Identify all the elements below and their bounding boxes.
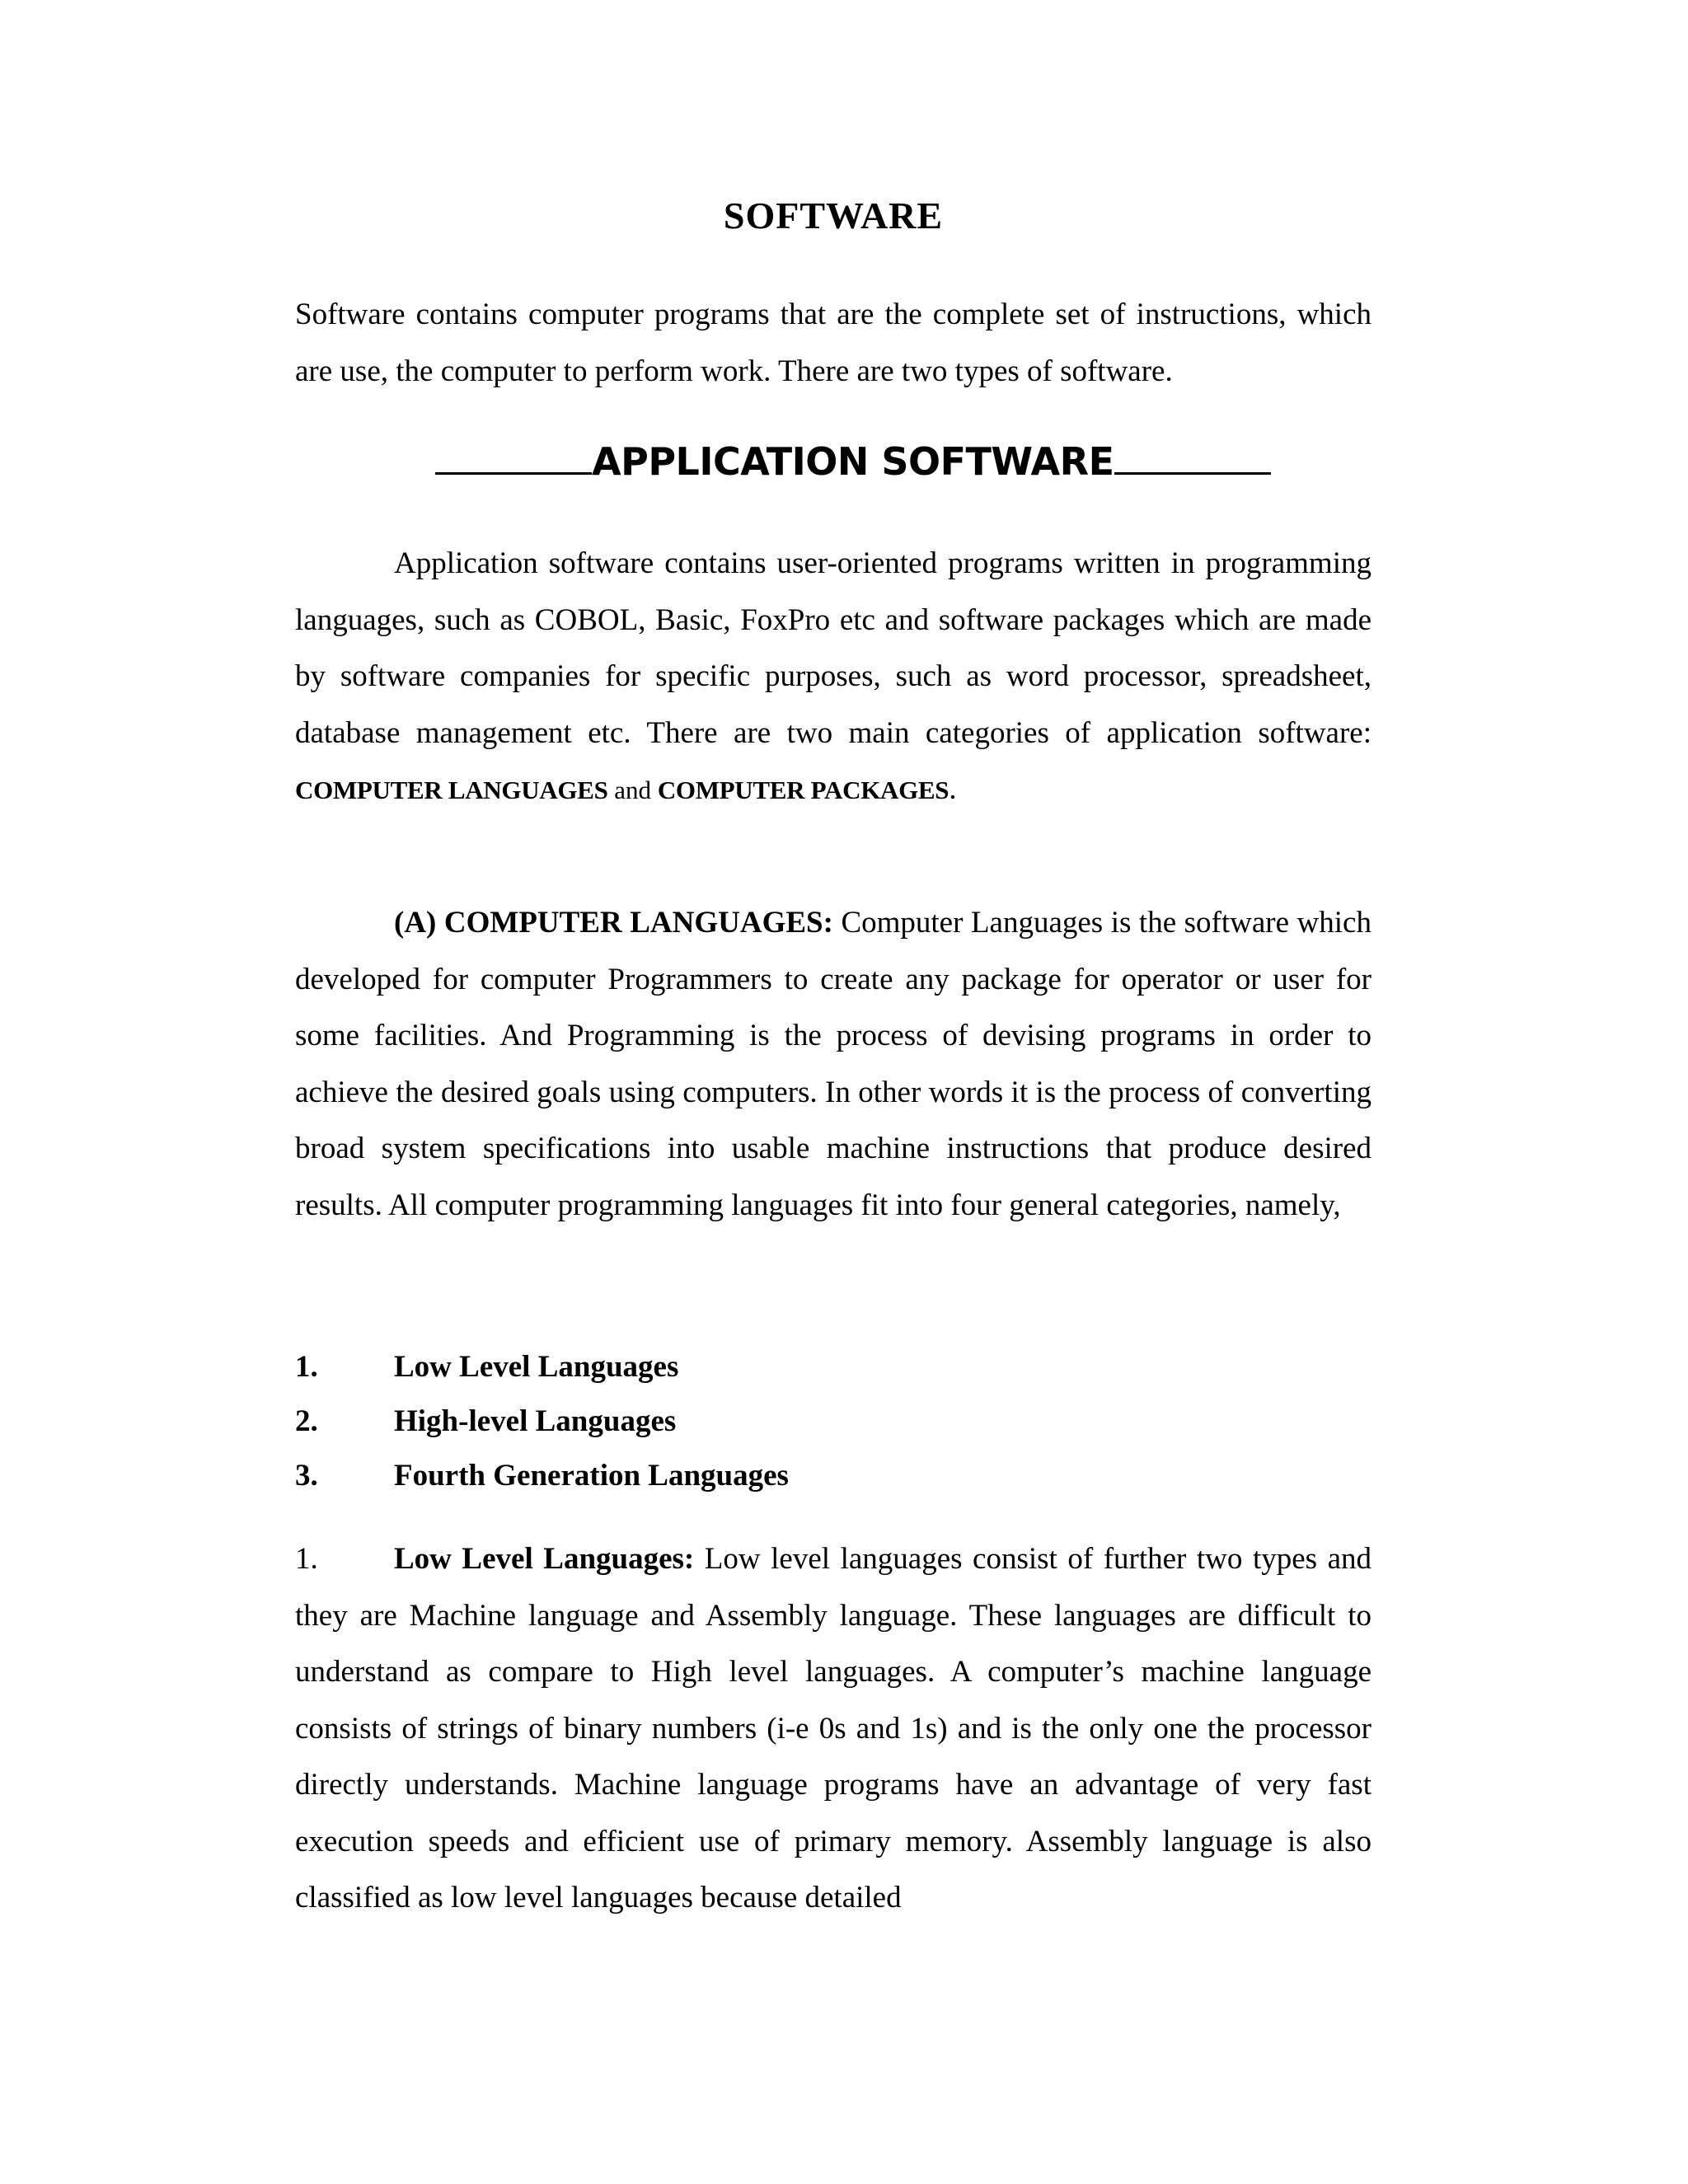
low-level-paragraph	[295, 1531, 1372, 1927]
category-computer-packages: COMPUTER PACKAGES	[657, 776, 950, 804]
list-item-number: 2.	[295, 1404, 318, 1438]
heading-rule-right	[1114, 441, 1271, 475]
application-paragraph	[295, 536, 1372, 819]
period-text: .	[949, 772, 957, 806]
section-heading	[435, 437, 1243, 486]
category-computer-languages: COMPUTER LANGUAGES	[295, 776, 608, 804]
low-level-text: Low level languages consist of further two types and they are Machine language and Assembly language. These languages are difficult to understand as compare to High level languages. A computer’s machine language consists of strings of binary numbers (i-e 0s and 1s) and is the only one the processor directly understands. Machine language programs have an advantage of very fast execution speeds and efficient use of primary memory. Assembly language is also classified as low level languages because detailed	[295, 1542, 1372, 1915]
and-text: and	[607, 776, 658, 804]
list-item-label: Low Level Languages	[394, 1350, 679, 1384]
application-text: Application software contains user-oriented programs written in programming languages, such as COBOL, Basic, FoxPro etc and software packages which are made by software companies for specific purposes, such as word processor, spreadsheet, database management etc. There are two main categories of application software:	[295, 546, 1372, 750]
list-item-number: 1.	[295, 1350, 318, 1384]
language-categories-list	[295, 1340, 1372, 1503]
list-item	[295, 1340, 1372, 1394]
page-title: SOFTWARE	[723, 194, 944, 237]
intro-paragraph: Software contains computer programs that are the complete set of instructions, which are use, the computer to perform work. There are two types of software.	[295, 298, 1372, 388]
list-item-label: Fourth Generation Languages	[394, 1459, 789, 1493]
computer-languages-heading: (A) COMPUTER LANGUAGES:	[394, 906, 833, 940]
low-level-heading: Low Level Languages:	[394, 1542, 695, 1576]
heading-rule-left	[435, 441, 592, 475]
computer-languages-text: Computer Languages is the software which developed for computer Programmers to create any package for operator or user for some facilities. And Programming is the process of devising programs in order to achieve the desired goals using computers. In other words it is the process of converting broad system specifications into usable machine instructions that produce desired results. All computer programming languages fit into four general categories, namely,	[295, 906, 1372, 1222]
list-item	[295, 1394, 1372, 1449]
computer-languages-paragraph	[295, 895, 1372, 1234]
list-item-label: High-level Languages	[394, 1404, 677, 1438]
list-item	[295, 1449, 1372, 1503]
section-heading-text: APPLICATION SOFTWARE	[592, 439, 1114, 484]
list-item-number: 3.	[295, 1459, 318, 1493]
low-level-number: 1.	[295, 1542, 318, 1576]
